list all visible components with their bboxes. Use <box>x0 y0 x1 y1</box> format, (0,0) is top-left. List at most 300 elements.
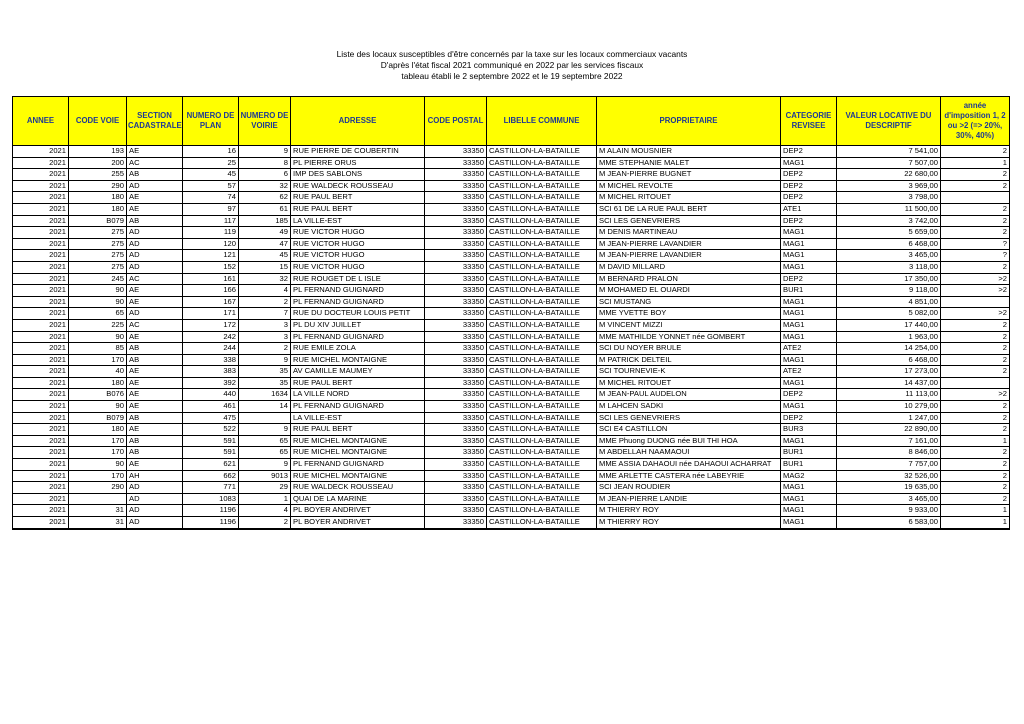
cell-section: AC <box>127 319 183 331</box>
cell-valeur: 22 680,00 <box>837 169 941 181</box>
cell-imposition: 2 <box>941 319 1010 331</box>
cell-numero-voirie: 29 <box>239 482 291 494</box>
cell-categorie: ATE1 <box>781 203 837 215</box>
cell-libelle-commune: CASTILLON-LA-BATAILLE <box>487 227 597 239</box>
cell-code-voie: 90 <box>69 285 127 297</box>
cell-section: AE <box>127 296 183 308</box>
cell-numero-voirie: 8 <box>239 157 291 169</box>
cell-section: AB <box>127 354 183 366</box>
table-row <box>13 273 1010 285</box>
cell-adresse: PL DU XIV JUILLET <box>291 319 425 331</box>
cell-code-postal: 33350 <box>425 308 487 320</box>
table-row <box>13 343 1010 355</box>
cell-categorie: MAG1 <box>781 296 837 308</box>
cell-imposition: 2 <box>941 493 1010 505</box>
cell-section: AD <box>127 227 183 239</box>
header-section: SECTION CADASTRALE <box>127 97 183 146</box>
cell-imposition: 2 <box>941 227 1010 239</box>
cell-proprietaire: MME Phuong DUONG née BUI THI HOA <box>597 435 781 447</box>
cell-categorie: MAG1 <box>781 401 837 413</box>
table-row <box>13 331 1010 343</box>
cell-code-postal: 33350 <box>425 389 487 401</box>
cell-proprietaire: SCI E4 CASTILLON <box>597 424 781 436</box>
table-row <box>13 366 1010 378</box>
cell-imposition: 2 <box>941 412 1010 424</box>
title-line-1: Liste des locaux susceptibles d'être concernés par la taxe sur les locaux commerciaux vacants <box>336 49 688 59</box>
cell-annee: 2021 <box>13 227 69 239</box>
cell-imposition: 2 <box>941 146 1010 158</box>
cell-numero-voirie: 3 <box>239 319 291 331</box>
cell-numero-voirie: 1 <box>239 493 291 505</box>
cell-imposition: 1 <box>941 157 1010 169</box>
table-row <box>13 192 1010 204</box>
cell-code-voie: 90 <box>69 401 127 413</box>
cell-numero-voirie: 4 <box>239 505 291 517</box>
table-row <box>13 227 1010 239</box>
cell-annee: 2021 <box>13 366 69 378</box>
cell-code-voie: 180 <box>69 192 127 204</box>
cell-numero-plan: 621 <box>183 459 239 471</box>
cell-adresse: PL BOYER ANDRIVET <box>291 517 425 529</box>
cell-numero-plan: 591 <box>183 435 239 447</box>
cell-numero-voirie: 9 <box>239 146 291 158</box>
cell-numero-plan: 244 <box>183 343 239 355</box>
cell-libelle-commune: CASTILLON-LA-BATAILLE <box>487 273 597 285</box>
cell-valeur: 3 798,00 <box>837 192 941 204</box>
cell-numero-voirie: 62 <box>239 192 291 204</box>
cell-libelle-commune: CASTILLON-LA-BATAILLE <box>487 238 597 250</box>
cell-numero-voirie: 61 <box>239 203 291 215</box>
cell-annee: 2021 <box>13 238 69 250</box>
cell-adresse: RUE PIERRE DE COUBERTIN <box>291 146 425 158</box>
cell-proprietaire: M ALAIN MOUSNIER <box>597 146 781 158</box>
cell-code-postal: 33350 <box>425 505 487 517</box>
cell-adresse: PL FERNAND GUIGNARD <box>291 296 425 308</box>
table-row <box>13 447 1010 459</box>
cell-section: AB <box>127 343 183 355</box>
cell-libelle-commune: CASTILLON-LA-BATAILLE <box>487 343 597 355</box>
cell-libelle-commune: CASTILLON-LA-BATAILLE <box>487 412 597 424</box>
cell-section: AE <box>127 192 183 204</box>
header-numero-plan: NUMERO DE PLAN <box>183 97 239 146</box>
table-row <box>13 308 1010 320</box>
cell-code-voie: B079 <box>69 412 127 424</box>
cell-code-postal: 33350 <box>425 319 487 331</box>
cell-numero-voirie <box>239 412 291 424</box>
cell-adresse: RUE PAUL BERT <box>291 377 425 389</box>
cell-section: AE <box>127 459 183 471</box>
cell-numero-plan: 771 <box>183 482 239 494</box>
cell-libelle-commune: CASTILLON-LA-BATAILLE <box>487 146 597 158</box>
cell-numero-plan: 475 <box>183 412 239 424</box>
cell-proprietaire: M THIERRY ROY <box>597 505 781 517</box>
cell-valeur: 5 082,00 <box>837 308 941 320</box>
cell-proprietaire: M PATRICK DELTEIL <box>597 354 781 366</box>
cell-adresse: RUE VICTOR HUGO <box>291 250 425 262</box>
cell-libelle-commune: CASTILLON-LA-BATAILLE <box>487 296 597 308</box>
cell-numero-plan: 338 <box>183 354 239 366</box>
cell-categorie: DEP2 <box>781 273 837 285</box>
cell-numero-plan: 161 <box>183 273 239 285</box>
cell-code-postal: 33350 <box>425 517 487 529</box>
cell-imposition: 2 <box>941 366 1010 378</box>
cell-code-voie: 193 <box>69 146 127 158</box>
cell-categorie: BUR3 <box>781 424 837 436</box>
cell-numero-voirie: 45 <box>239 250 291 262</box>
cell-numero-plan: 152 <box>183 261 239 273</box>
cell-categorie: MAG1 <box>781 238 837 250</box>
cell-numero-voirie: 35 <box>239 377 291 389</box>
cell-numero-voirie: 65 <box>239 435 291 447</box>
cell-libelle-commune: CASTILLON-LA-BATAILLE <box>487 447 597 459</box>
header-numero-voirie: NUMERO DE VOIRIE <box>239 97 291 146</box>
cell-annee: 2021 <box>13 493 69 505</box>
cell-numero-voirie: 49 <box>239 227 291 239</box>
cell-proprietaire: M JEAN-PIERRE LANDIE <box>597 493 781 505</box>
cell-code-voie: B076 <box>69 389 127 401</box>
cell-code-voie: 85 <box>69 343 127 355</box>
cell-libelle-commune: CASTILLON-LA-BATAILLE <box>487 308 597 320</box>
cell-libelle-commune: CASTILLON-LA-BATAILLE <box>487 319 597 331</box>
cell-valeur: 3 969,00 <box>837 180 941 192</box>
cell-annee: 2021 <box>13 331 69 343</box>
cell-annee: 2021 <box>13 459 69 471</box>
cell-section: AE <box>127 401 183 413</box>
cell-imposition: >2 <box>941 389 1010 401</box>
cell-valeur: 6 468,00 <box>837 354 941 366</box>
cell-numero-voirie: 4 <box>239 285 291 297</box>
header-row <box>13 97 1010 146</box>
cell-adresse: LA VILLE-EST <box>291 412 425 424</box>
cell-valeur: 32 526,00 <box>837 470 941 482</box>
cell-valeur: 3 118,00 <box>837 261 941 273</box>
cell-code-postal: 33350 <box>425 412 487 424</box>
cell-imposition: 2 <box>941 459 1010 471</box>
cell-imposition: 2 <box>941 447 1010 459</box>
cell-code-postal: 33350 <box>425 470 487 482</box>
cell-numero-voirie: 9 <box>239 354 291 366</box>
cell-categorie: ATE2 <box>781 343 837 355</box>
cell-proprietaire: MME STEPHANIE MALET <box>597 157 781 169</box>
cell-numero-plan: 383 <box>183 366 239 378</box>
cell-annee: 2021 <box>13 377 69 389</box>
cell-code-postal: 33350 <box>425 285 487 297</box>
cell-categorie: MAG1 <box>781 308 837 320</box>
cell-numero-voirie: 2 <box>239 296 291 308</box>
cell-annee: 2021 <box>13 146 69 158</box>
cell-code-postal: 33350 <box>425 366 487 378</box>
cell-proprietaire: MME ARLETTE CASTERA née LABEYRIE <box>597 470 781 482</box>
cell-proprietaire: SCI MUSTANG <box>597 296 781 308</box>
cell-libelle-commune: CASTILLON-LA-BATAILLE <box>487 203 597 215</box>
cell-numero-plan: 119 <box>183 227 239 239</box>
cell-valeur: 22 890,00 <box>837 424 941 436</box>
cell-proprietaire: M DAVID MILLARD <box>597 261 781 273</box>
cell-code-voie: 200 <box>69 157 127 169</box>
cell-annee: 2021 <box>13 517 69 529</box>
cell-section: AD <box>127 238 183 250</box>
cell-adresse: RUE VICTOR HUGO <box>291 227 425 239</box>
cell-section: AB <box>127 169 183 181</box>
cell-section: AD <box>127 180 183 192</box>
cell-code-voie: 290 <box>69 482 127 494</box>
cell-code-postal: 33350 <box>425 238 487 250</box>
cell-categorie: MAG1 <box>781 354 837 366</box>
cell-libelle-commune: CASTILLON-LA-BATAILLE <box>487 482 597 494</box>
cell-categorie: MAG1 <box>781 261 837 273</box>
cell-imposition: 2 <box>941 424 1010 436</box>
cell-numero-plan: 121 <box>183 250 239 262</box>
cell-libelle-commune: CASTILLON-LA-BATAILLE <box>487 424 597 436</box>
cell-code-postal: 33350 <box>425 192 487 204</box>
cell-libelle-commune: CASTILLON-LA-BATAILLE <box>487 157 597 169</box>
cell-code-postal: 33350 <box>425 157 487 169</box>
cell-numero-plan: 662 <box>183 470 239 482</box>
cell-numero-plan: 120 <box>183 238 239 250</box>
cell-valeur: 17 440,00 <box>837 319 941 331</box>
cell-proprietaire: M ABDELLAH NAAMAOUI <box>597 447 781 459</box>
cell-valeur: 1 247,00 <box>837 412 941 424</box>
cell-valeur: 8 846,00 <box>837 447 941 459</box>
cell-adresse: LA VILLE-EST <box>291 215 425 227</box>
cell-valeur: 11 500,00 <box>837 203 941 215</box>
cell-numero-plan: 97 <box>183 203 239 215</box>
table-row <box>13 261 1010 273</box>
cell-numero-voirie: 6 <box>239 169 291 181</box>
cell-valeur: 6 583,00 <box>837 517 941 529</box>
cell-code-postal: 33350 <box>425 343 487 355</box>
cell-numero-plan: 171 <box>183 308 239 320</box>
cell-code-postal: 33350 <box>425 401 487 413</box>
title-line-3: tableau établi le 2 septembre 2022 et le 19 septembre 2022 <box>401 71 623 82</box>
cell-categorie: MAG1 <box>781 227 837 239</box>
cell-code-postal: 33350 <box>425 169 487 181</box>
cell-code-voie <box>69 493 127 505</box>
cell-section: AD <box>127 308 183 320</box>
cell-code-postal: 33350 <box>425 424 487 436</box>
table-row <box>13 285 1010 297</box>
cell-adresse: PL PIERRE ORUS <box>291 157 425 169</box>
cell-libelle-commune: CASTILLON-LA-BATAILLE <box>487 493 597 505</box>
cell-valeur: 14 437,00 <box>837 377 941 389</box>
cell-numero-plan: 1196 <box>183 517 239 529</box>
cell-numero-voirie: 1634 <box>239 389 291 401</box>
cell-adresse: IMP DES SABLONS <box>291 169 425 181</box>
cell-code-voie: 40 <box>69 366 127 378</box>
cell-categorie: BUR1 <box>781 285 837 297</box>
table-row <box>13 354 1010 366</box>
cell-section: AD <box>127 505 183 517</box>
cell-valeur: 7 757,00 <box>837 459 941 471</box>
cell-imposition <box>941 296 1010 308</box>
cell-code-voie: B079 <box>69 215 127 227</box>
title-line-2: D'après l'état fiscal 2021 communiqué en 2022 par les services fiscaux <box>380 60 644 71</box>
cell-numero-voirie: 9013 <box>239 470 291 482</box>
cell-valeur: 7 161,00 <box>837 435 941 447</box>
cell-numero-plan: 16 <box>183 146 239 158</box>
cell-valeur: 11 113,00 <box>837 389 941 401</box>
cell-code-postal: 33350 <box>425 203 487 215</box>
cell-imposition: 2 <box>941 343 1010 355</box>
table-row <box>13 401 1010 413</box>
cell-libelle-commune: CASTILLON-LA-BATAILLE <box>487 285 597 297</box>
cell-categorie: MAG1 <box>781 435 837 447</box>
cell-code-postal: 33350 <box>425 377 487 389</box>
cell-annee: 2021 <box>13 250 69 262</box>
cell-code-postal: 33350 <box>425 435 487 447</box>
cell-imposition: 2 <box>941 215 1010 227</box>
cell-code-postal: 33350 <box>425 482 487 494</box>
cell-code-postal: 33350 <box>425 296 487 308</box>
cell-adresse: LA VILLE NORD <box>291 389 425 401</box>
cell-code-voie: 275 <box>69 250 127 262</box>
cell-proprietaire: M JEAN-PAUL AUDELON <box>597 389 781 401</box>
cell-categorie: MAG1 <box>781 250 837 262</box>
cell-proprietaire: M JEAN-PIERRE LAVANDIER <box>597 250 781 262</box>
cell-valeur: 6 468,00 <box>837 238 941 250</box>
cell-section: AB <box>127 215 183 227</box>
cell-code-postal: 33350 <box>425 493 487 505</box>
cell-section: AE <box>127 203 183 215</box>
cell-numero-plan: 167 <box>183 296 239 308</box>
cell-libelle-commune: CASTILLON-LA-BATAILLE <box>487 470 597 482</box>
cell-code-voie: 31 <box>69 505 127 517</box>
table-row <box>13 470 1010 482</box>
cell-proprietaire: SCI JEAN ROUDIER <box>597 482 781 494</box>
table-row <box>13 250 1010 262</box>
cell-numero-plan: 172 <box>183 319 239 331</box>
cell-libelle-commune: CASTILLON-LA-BATAILLE <box>487 250 597 262</box>
cell-adresse: RUE VICTOR HUGO <box>291 238 425 250</box>
cell-adresse: RUE PAUL BERT <box>291 192 425 204</box>
cell-adresse: RUE EMILE ZOLA <box>291 343 425 355</box>
cell-imposition: 2 <box>941 169 1010 181</box>
cell-valeur: 14 254,00 <box>837 343 941 355</box>
cell-categorie: BUR1 <box>781 459 837 471</box>
cell-imposition: 2 <box>941 470 1010 482</box>
document-title <box>0 49 1024 83</box>
cell-numero-voirie: 32 <box>239 180 291 192</box>
cell-valeur: 3 742,00 <box>837 215 941 227</box>
table-row <box>13 296 1010 308</box>
cell-code-postal: 33350 <box>425 273 487 285</box>
header-adresse: ADRESSE <box>291 97 425 146</box>
cell-annee: 2021 <box>13 169 69 181</box>
cell-valeur: 9 933,00 <box>837 505 941 517</box>
cell-annee: 2021 <box>13 505 69 517</box>
cell-libelle-commune: CASTILLON-LA-BATAILLE <box>487 435 597 447</box>
locaux-table <box>12 96 1010 530</box>
cell-categorie: ATE2 <box>781 366 837 378</box>
cell-section: AE <box>127 331 183 343</box>
cell-adresse: RUE WALDECK ROUSSEAU <box>291 180 425 192</box>
cell-code-voie: 275 <box>69 238 127 250</box>
cell-imposition: 2 <box>941 482 1010 494</box>
cell-annee: 2021 <box>13 296 69 308</box>
cell-section: AD <box>127 493 183 505</box>
cell-section: AE <box>127 389 183 401</box>
cell-code-postal: 33350 <box>425 354 487 366</box>
table-row <box>13 459 1010 471</box>
cell-valeur: 9 118,00 <box>837 285 941 297</box>
cell-adresse: RUE MICHEL MONTAIGNE <box>291 470 425 482</box>
cell-adresse: RUE PAUL BERT <box>291 203 425 215</box>
table-row <box>13 169 1010 181</box>
cell-categorie: DEP2 <box>781 146 837 158</box>
cell-annee: 2021 <box>13 470 69 482</box>
cell-section: AE <box>127 424 183 436</box>
cell-libelle-commune: CASTILLON-LA-BATAILLE <box>487 401 597 413</box>
cell-categorie: MAG1 <box>781 157 837 169</box>
cell-valeur: 7 507,00 <box>837 157 941 169</box>
cell-section: AB <box>127 447 183 459</box>
cell-libelle-commune: CASTILLON-LA-BATAILLE <box>487 192 597 204</box>
cell-annee: 2021 <box>13 389 69 401</box>
cell-valeur: 17 273,00 <box>837 366 941 378</box>
cell-numero-plan: 1196 <box>183 505 239 517</box>
cell-code-voie: 170 <box>69 447 127 459</box>
cell-annee: 2021 <box>13 203 69 215</box>
cell-categorie: MAG1 <box>781 505 837 517</box>
cell-imposition: ? <box>941 250 1010 262</box>
cell-section: AB <box>127 435 183 447</box>
cell-annee: 2021 <box>13 215 69 227</box>
cell-libelle-commune: CASTILLON-LA-BATAILLE <box>487 517 597 529</box>
cell-imposition: >2 <box>941 308 1010 320</box>
cell-code-postal: 33350 <box>425 227 487 239</box>
header-annee: ANNEE <box>13 97 69 146</box>
cell-categorie: MAG1 <box>781 482 837 494</box>
cell-numero-voirie: 185 <box>239 215 291 227</box>
cell-proprietaire: SCI DU NOYER BRULE <box>597 343 781 355</box>
cell-annee: 2021 <box>13 157 69 169</box>
cell-section: AB <box>127 412 183 424</box>
cell-categorie: MAG1 <box>781 517 837 529</box>
cell-valeur: 17 350,00 <box>837 273 941 285</box>
cell-code-voie: 170 <box>69 435 127 447</box>
cell-categorie: DEP2 <box>781 180 837 192</box>
table-row <box>13 377 1010 389</box>
cell-section: AD <box>127 250 183 262</box>
cell-adresse: PL FERNAND GUIGNARD <box>291 401 425 413</box>
cell-section: AC <box>127 157 183 169</box>
cell-adresse: RUE MICHEL MONTAIGNE <box>291 354 425 366</box>
cell-code-voie: 90 <box>69 296 127 308</box>
cell-adresse: PL BOYER ANDRIVET <box>291 505 425 517</box>
cell-imposition: 1 <box>941 505 1010 517</box>
cell-categorie: DEP2 <box>781 389 837 401</box>
cell-code-voie: 275 <box>69 227 127 239</box>
cell-valeur: 4 851,00 <box>837 296 941 308</box>
cell-numero-voirie: 9 <box>239 459 291 471</box>
cell-annee: 2021 <box>13 343 69 355</box>
cell-code-postal: 33350 <box>425 215 487 227</box>
cell-proprietaire: M MICHEL RITOUET <box>597 192 781 204</box>
cell-code-voie: 90 <box>69 459 127 471</box>
cell-adresse: QUAI DE LA MARINE <box>291 493 425 505</box>
cell-libelle-commune: CASTILLON-LA-BATAILLE <box>487 180 597 192</box>
cell-imposition: ? <box>941 238 1010 250</box>
cell-proprietaire: M JEAN-PIERRE LAVANDIER <box>597 238 781 250</box>
cell-categorie: DEP2 <box>781 192 837 204</box>
cell-code-voie: 31 <box>69 517 127 529</box>
cell-adresse: PL FERNAND GUIGNARD <box>291 459 425 471</box>
table-body <box>13 146 1010 529</box>
cell-adresse: RUE WALDECK ROUSSEAU <box>291 482 425 494</box>
cell-categorie: DEP2 <box>781 215 837 227</box>
cell-numero-plan: 522 <box>183 424 239 436</box>
cell-numero-voirie: 15 <box>239 261 291 273</box>
